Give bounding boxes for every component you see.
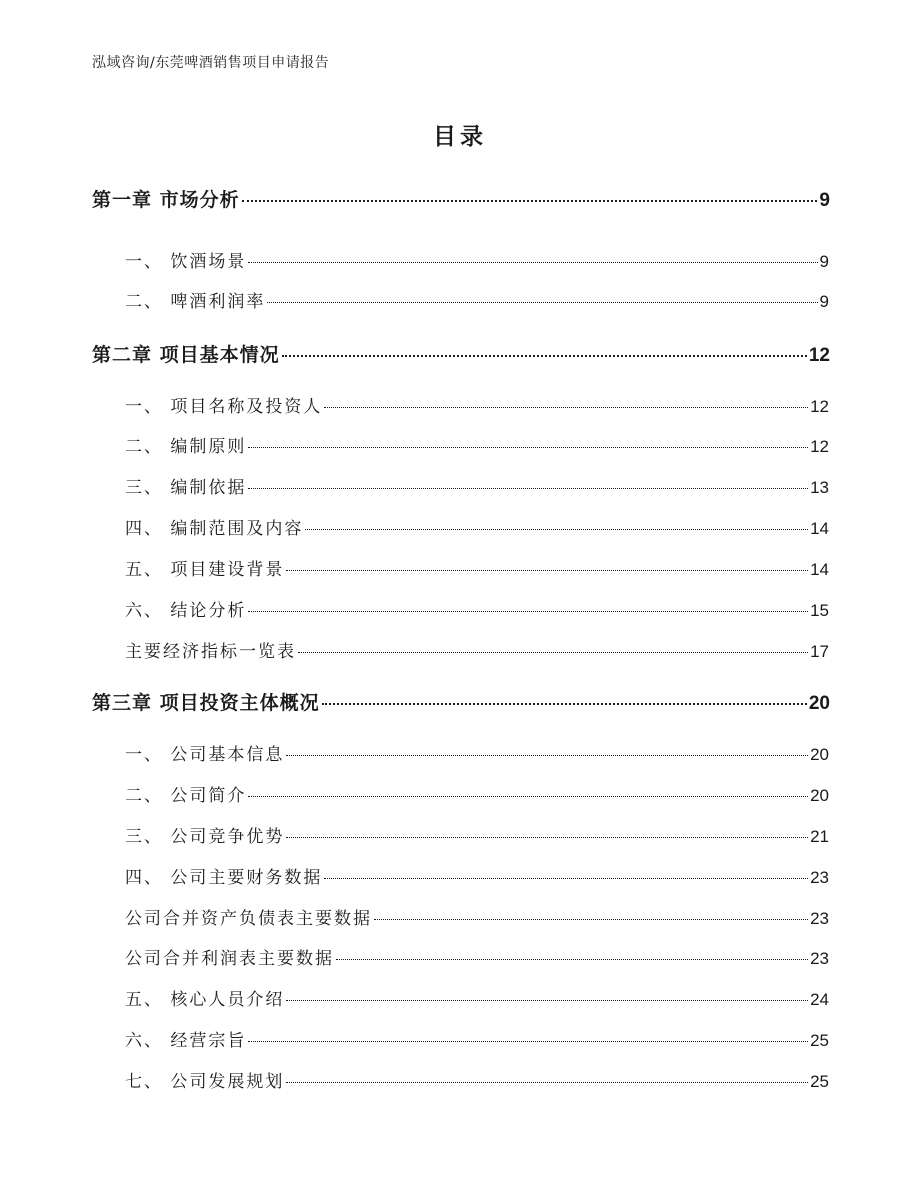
toc-entry-page-number: 20 [810,786,829,805]
toc-chapter-entry[interactable] [92,340,830,367]
toc-entry-page-number: 14 [810,519,829,538]
toc-entry-page-number: 12 [808,345,830,366]
toc-entry-page-number: 15 [810,601,829,620]
toc-entry-page-number: 9 [819,292,829,311]
toc-entry-page-number: 17 [810,642,829,661]
toc-entry-label: 二、 编制原则 [125,437,247,457]
toc-section-entry[interactable] [125,514,829,539]
toc-entry-page-number: 25 [810,1031,829,1050]
toc-entry-label: 一、 饮酒场景 [125,252,247,272]
toc-entry-label: 一、 项目名称及投资人 [125,397,323,417]
toc-chapter-entry[interactable] [92,688,830,715]
toc-entry-page-number: 9 [819,252,829,271]
dot-leader [267,302,817,303]
dot-leader [286,755,808,756]
toc-section-entry[interactable] [125,596,829,621]
dot-leader [374,919,808,920]
running-header: 泓域咨询/东莞啤酒销售项目申请报告 [92,55,330,71]
dot-leader [336,959,808,960]
toc-entry-label: 四、 公司主要财务数据 [125,868,323,888]
toc-entry-page-number: 23 [810,868,829,887]
toc-chapter-entry[interactable] [92,185,830,212]
dot-leader [324,407,808,408]
dot-leader [298,652,808,653]
toc-entry-label: 六、 结论分析 [125,601,247,621]
dot-leader [242,200,818,202]
dot-leader [286,1000,808,1001]
toc-title: 目录 [433,124,487,150]
dot-leader [248,611,808,612]
toc-section-entry[interactable] [125,781,829,806]
toc-entry-label: 二、 公司简介 [125,786,247,806]
toc-entry-label: 四、 编制范围及内容 [125,519,304,539]
toc-entry-label: 三、 编制依据 [125,478,247,498]
toc-entry-page-number: 24 [810,990,829,1009]
toc-entry-label: 五、 项目建设背景 [125,560,285,580]
toc-entry-label: 公司合并资产负债表主要数据 [125,909,372,929]
toc-entry-label: 第二章 项目基本情况 [92,344,280,366]
toc-entry-page-number: 21 [810,827,829,846]
toc-section-entry[interactable] [125,432,829,457]
toc-entry-label: 三、 公司竞争优势 [125,827,285,847]
toc-entry-label: 主要经济指标一览表 [125,642,296,662]
toc-section-entry[interactable] [125,1026,829,1051]
toc-entry-page-number: 20 [810,745,829,764]
toc-section-entry[interactable] [125,863,829,888]
toc-entry-label: 第一章 市场分析 [92,189,240,211]
toc-entry-label: 七、 公司发展规划 [125,1072,285,1092]
toc-entry-page-number: 9 [819,190,830,211]
toc-section-entry[interactable] [125,740,829,765]
toc-section-entry[interactable] [125,822,829,847]
toc-section-entry[interactable] [125,247,829,272]
toc-entry-label: 第三章 项目投资主体概况 [92,692,320,714]
toc-section-entry[interactable] [125,392,829,417]
toc-entry-page-number: 12 [810,437,829,456]
toc-entry-page-number: 23 [810,949,829,968]
toc-entry-page-number: 12 [810,397,829,416]
dot-leader [322,703,807,705]
dot-leader [282,355,807,357]
toc-entry-page-number: 23 [810,909,829,928]
dot-leader [248,1041,808,1042]
toc-section-entry[interactable] [125,473,829,498]
toc-entry-page-number: 14 [810,560,829,579]
dot-leader [305,529,808,530]
toc-section-entry[interactable] [125,637,829,662]
toc-section-entry[interactable] [125,985,829,1010]
toc-entry-page-number: 25 [810,1072,829,1091]
toc-section-entry[interactable] [125,287,829,312]
dot-leader [286,570,808,571]
toc-section-entry[interactable] [125,904,829,929]
dot-leader [286,1082,808,1083]
toc-entry-page-number: 13 [810,478,829,497]
toc-entry-label: 一、 公司基本信息 [125,745,285,765]
toc-entry-label: 五、 核心人员介绍 [125,990,285,1010]
toc-section-entry[interactable] [125,555,829,580]
dot-leader [248,796,808,797]
toc-entry-page-number: 20 [808,693,830,714]
toc-section-entry[interactable] [125,1067,829,1092]
toc-entry-label: 公司合并利润表主要数据 [125,949,334,969]
toc-section-entry[interactable] [125,944,829,969]
toc-entry-label: 二、 啤酒利润率 [125,292,266,312]
toc-entry-label: 六、 经营宗旨 [125,1031,247,1051]
dot-leader [248,447,808,448]
dot-leader [248,262,817,263]
dot-leader [324,878,808,879]
dot-leader [248,488,808,489]
dot-leader [286,837,808,838]
